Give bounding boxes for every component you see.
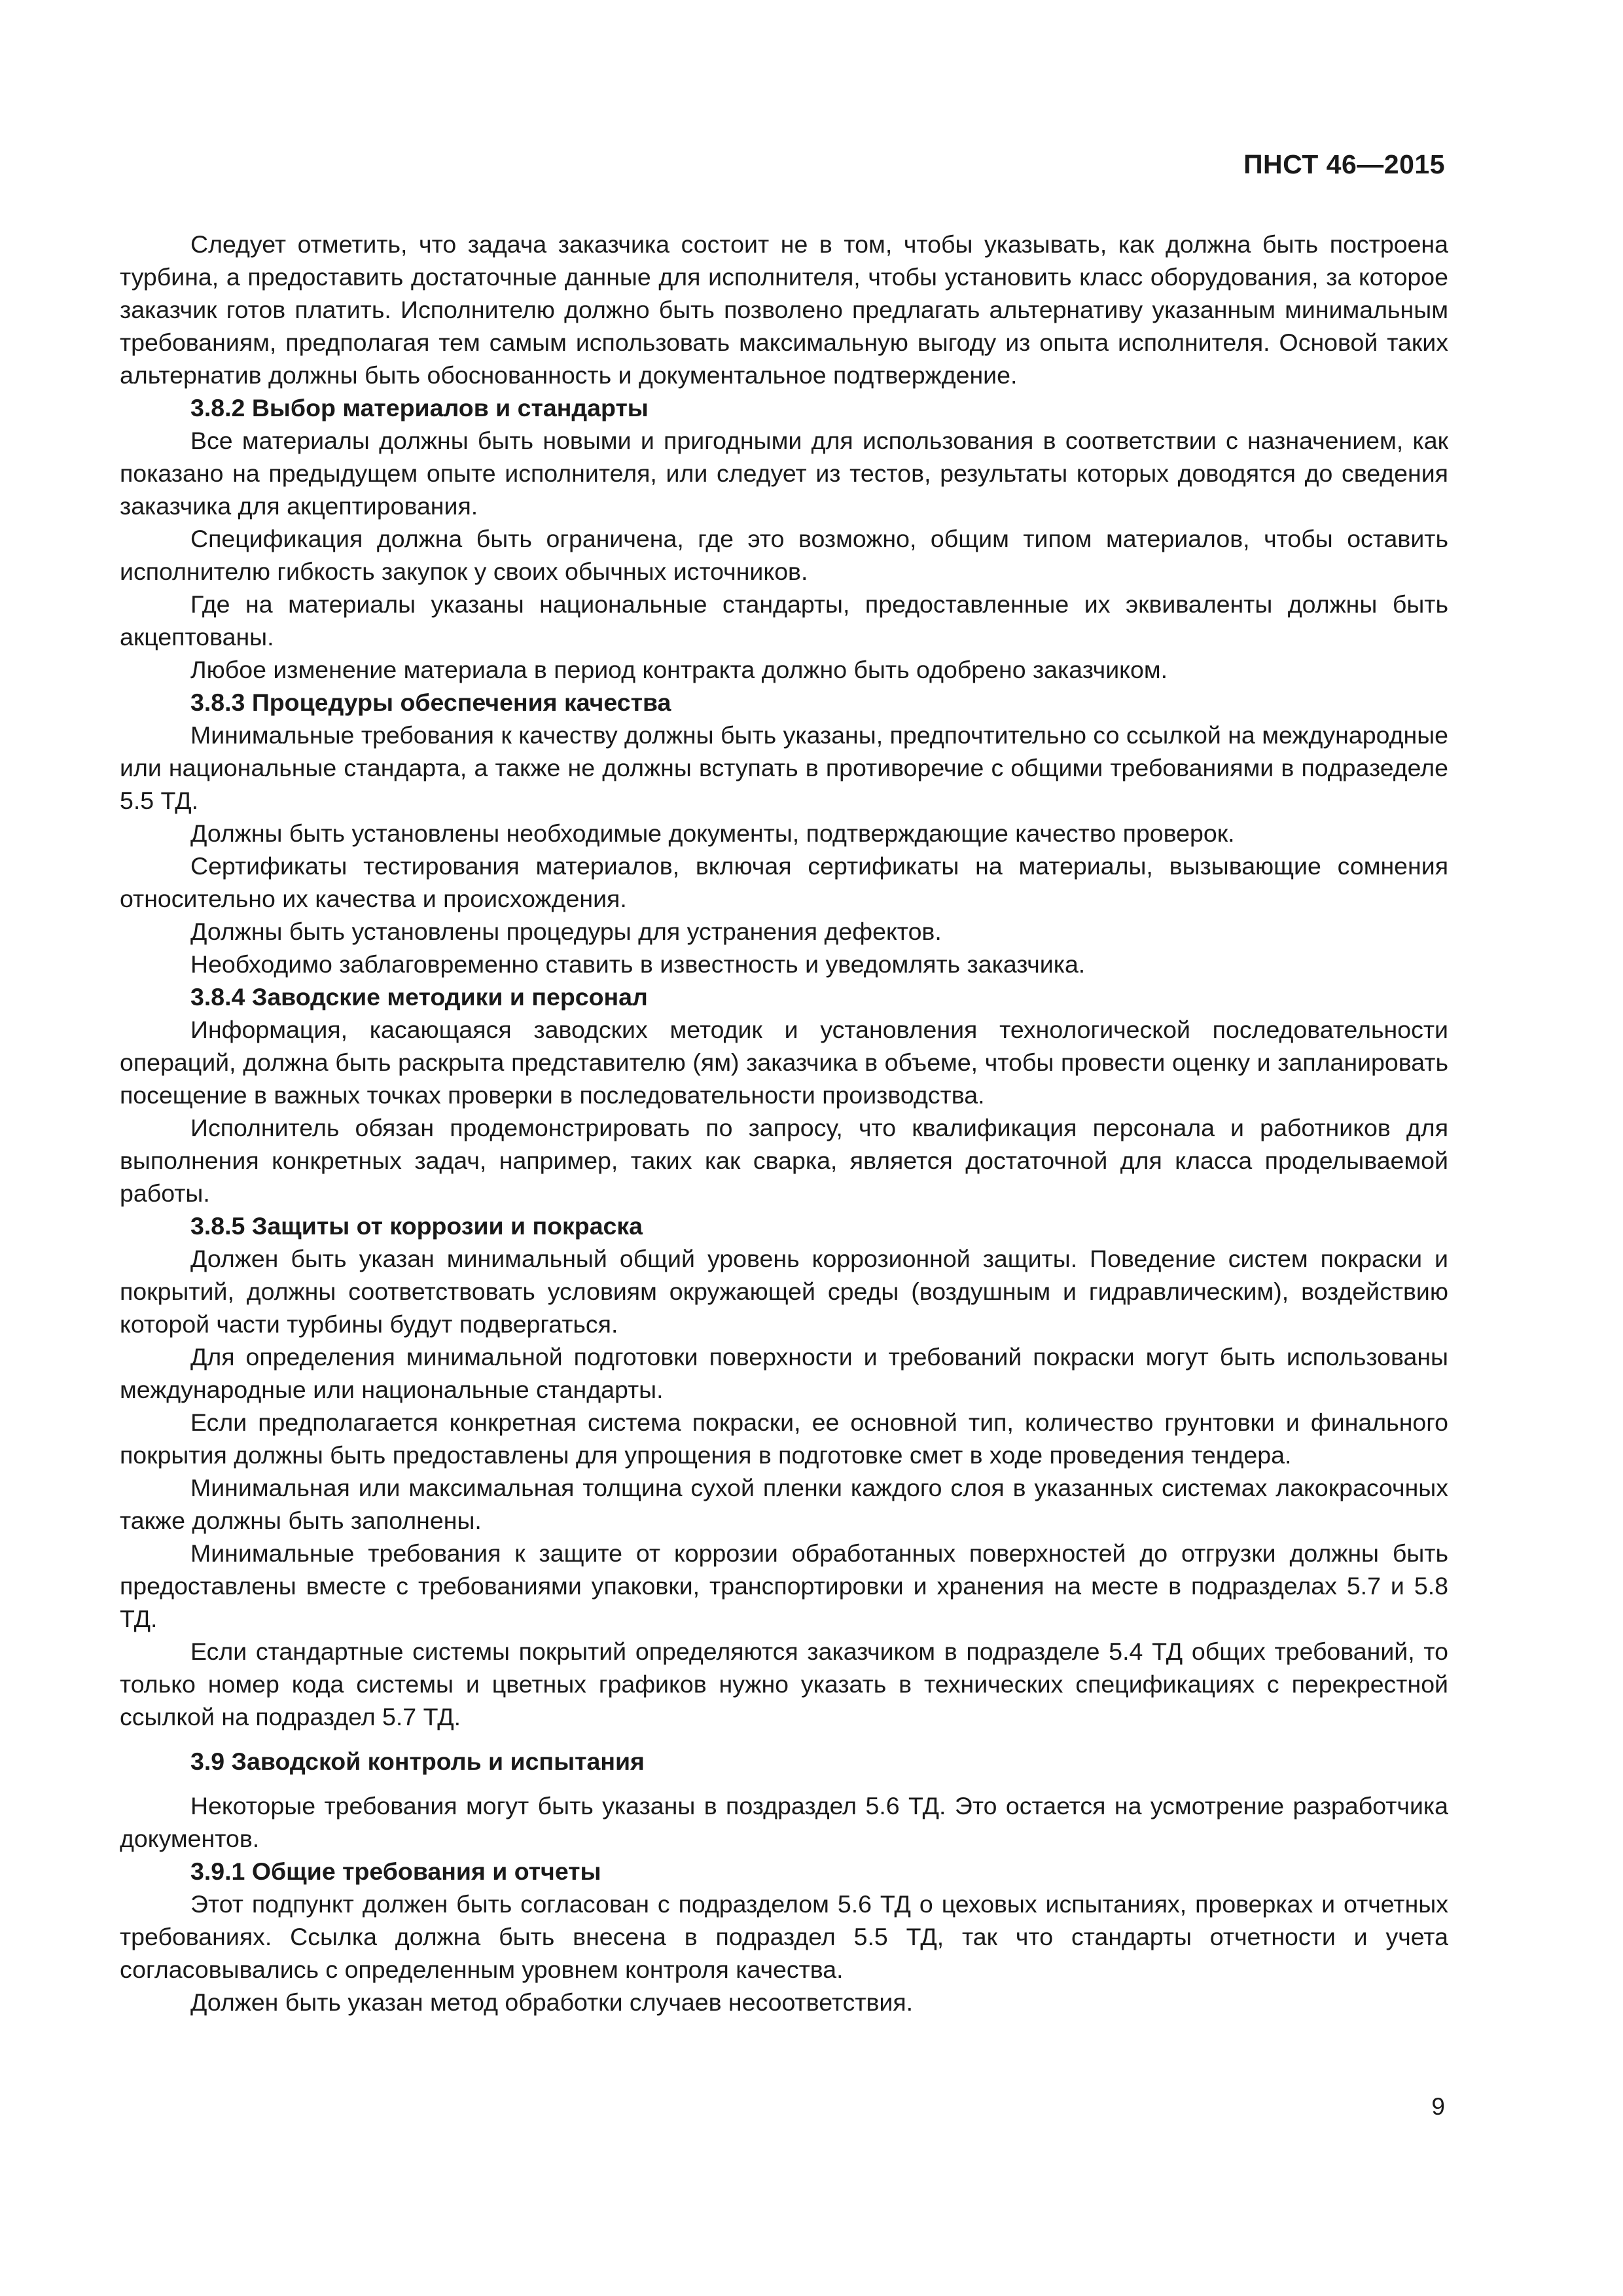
paragraph: Минимальная или максимальная толщина сухой пленки каждого слоя в указанных системах лакокрасочных также должны быть заполнены. (120, 1474, 1448, 1534)
section-3-9 (120, 1745, 1448, 1855)
paragraph: Исполнитель обязан продемонстрировать по запросу, что квалификация персонала и работников для выполнения конкретных задач, например, таких как сварка, является достаточной для класса проделываемой работы. (120, 1114, 1448, 1207)
section-3-8-4 (120, 980, 1448, 1210)
section-3-9-1 (120, 1855, 1448, 2018)
paragraph: Если стандартные системы покрытий определяются заказчиком в подразделе 5.4 ТД общих требований, то только номер кода системы и цветных графиков нужно указать в технических спецификациях с перекрестной ссылкой на подраздел 5.7 ТД. (120, 1638, 1448, 1731)
paragraph: Должны быть установлены необходимые документы, подтверждающие качество проверок. (190, 819, 1235, 847)
paragraph: Спецификация должна быть ограничена, где это возможно, общим типом материалов, чтобы оставить исполнителю гибкость закупок у своих обычных источников. (120, 525, 1448, 585)
section-heading: 3.8.4 Заводские методики и персонал (190, 983, 648, 1011)
paragraph: Сертификаты тестирования материалов, включая сертификаты на материалы, вызывающие сомнения относительно их качества и происхождения. (120, 852, 1448, 912)
paragraph: Минимальные требования к качеству должны быть указаны, предпочтительно со ссылкой на международные или национальные стандарта, а также не должны вступать в противоречие с общими требованиями в подразеделе 5.5 ТД. (120, 721, 1448, 814)
paragraph: Должен быть указан метод обработки случаев несоответствия. (190, 1988, 914, 2016)
paragraph: Если предполагается конкретная система покраски, ее основной тип, количество грунтовки и финального покрытия должны быть предоставлены для упрощения в подготовке смет в ходе проведения тендера. (120, 1408, 1448, 1469)
document-body (120, 228, 1448, 2018)
paragraph: Информация, касающаяся заводских методик и установления технологической последовательности операций, должна быть раскрыта представителю (ям) заказчика в объеме, чтобы провести оценку и запланировать посещение в важных точках проверки в последовательности производства. (120, 1016, 1448, 1109)
section-3-8-2 (120, 391, 1448, 686)
paragraph: Минимальные требования к защите от коррозии обработанных поверхностей до отгрузки должны быть предоставлены вместе с требованиями упаковки, транспортировки и хранения на месте в подразделах 5.7 и 5.8 ТД. (120, 1539, 1448, 1632)
section-heading: 3.8.3 Процедуры обеспечения качества (190, 689, 671, 716)
paragraph: Где на материалы указаны национальные стандарты, предоставленные их эквиваленты должны быть акцептованы. (120, 590, 1448, 651)
page-number: 9 (1431, 2093, 1445, 2120)
paragraph: Любое изменение материала в период контракта должно быть одобрено заказчиком. (190, 656, 1168, 683)
paragraph: Этот подпункт должен быть согласован с подразделом 5.6 ТД о цеховых испытаниях, проверках и отчетных требованиях. Ссылка должна быть внесена в подраздел 5.5 ТД, так что стандарты отчетности и учета согласовывались с определенным уровнем контроля качества. (120, 1890, 1448, 1983)
document-id: ПНСТ 46—2015 (1243, 149, 1445, 179)
section-3-8-3 (120, 686, 1448, 980)
paragraph: Должен быть указан минимальный общий уровень коррозионной защиты. Поведение систем покраски и покрытий, должны соответствовать условиям окружающей среды (воздушным и гидравлическим), воздействию которой части турбины будут подвергаться. (120, 1245, 1448, 1338)
section-heading: 3.9.1 Общие требования и отчеты (190, 1857, 601, 1885)
paragraph: Некоторые требования могут быть указаны в поздраздел 5.6 ТД. Это остается на усмотрение разработчика документов. (120, 1792, 1448, 1852)
section-heading: 3.8.5 Защиты от коррозии и покраска (190, 1212, 643, 1240)
paragraph: Все материалы должны быть новыми и пригодными для использования в соответствии с назначением, как показано на предыдущем опыте исполнителя, или следует из тестов, результаты которых доводятся до сведения заказчика для акцептирования. (120, 427, 1448, 520)
paragraph: Для определения минимальной подготовки поверхности и требований покраски могут быть использованы международные или национальные стандарты. (120, 1343, 1448, 1403)
section-heading: 3.8.2 Выбор материалов и стандарты (190, 394, 649, 422)
paragraph: Должны быть установлены процедуры для устранения дефектов. (190, 918, 942, 945)
section-3-8-5 (120, 1210, 1448, 1733)
intro-paragraph: Следует отметить, что задача заказчика состоит не в том, чтобы указывать, как должна быть построена турбина, а предоставить достаточные данные для исполнителя, чтобы установить класс оборудования, за которое заказчик готов платить. Исполнителю должно быть позволено предлагать альтернативу указанным минимальным требованиям, предполагая тем самым использовать максимальную выгоду из опыта исполнителя. Основой таких альтернатив должны быть обоснованность и документальное подтверждение. (120, 230, 1448, 389)
section-heading: 3.9 Заводской контроль и испытания (190, 1748, 645, 1775)
paragraph: Необходимо заблаговременно ставить в известность и уведомлять заказчика. (190, 950, 1086, 978)
